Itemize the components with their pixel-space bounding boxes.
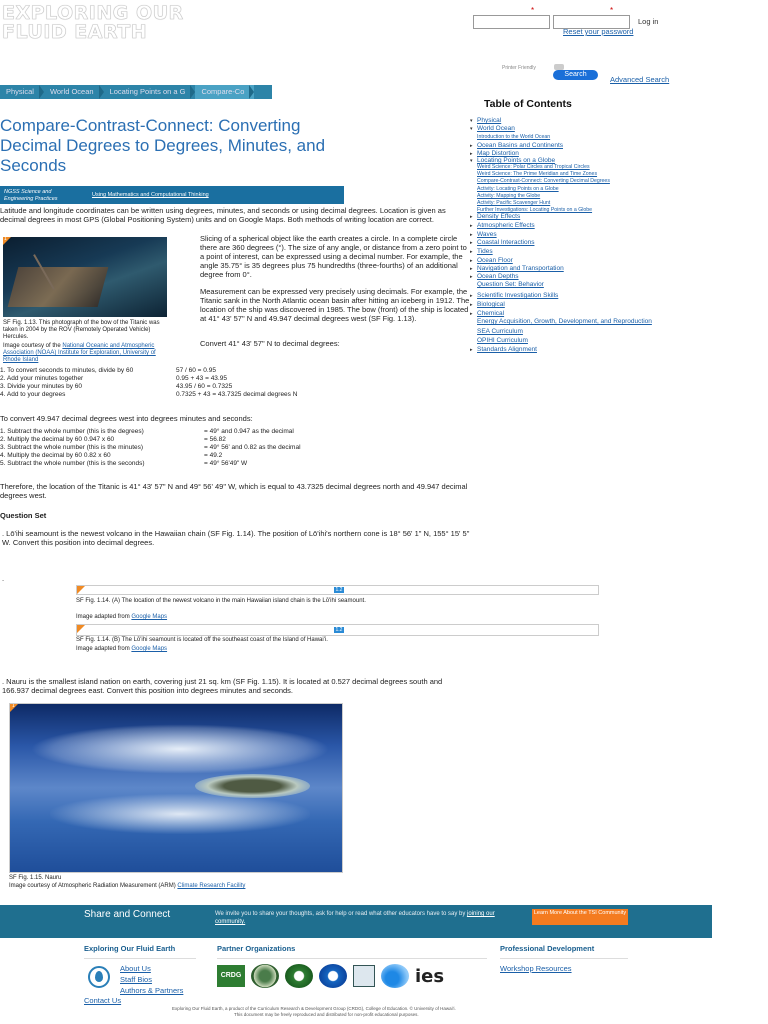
paragraph-titanic: Measurement can be expressed very precisely using decimals. For example, the Titanic sank in the North Atlantic ocean basin after hitting an iceberg in 1912. The location of the ship was discovered in 1985. The bow (front) of the ship is located at 41° 43' 57" N and 49.947 decimal degrees west (SF Fig. 1.13). [200,287,470,323]
toc-toggle-icon[interactable]: ▾ [470,158,473,164]
credit-prefix: Image courtesy of the [3,343,63,349]
toc-toggle-icon[interactable]: ▸ [470,347,473,353]
footer-col3-title: Professional Development [500,944,595,953]
toc-item-label: Physical [477,117,502,124]
figure-number: 1 [12,703,15,709]
printer-friendly-label: Printer Friendly [502,65,536,71]
toc-item-label: Compare-Contrast-Connect: Converting Decimal Degrees [477,178,610,184]
question-set-title: Question Set [0,511,47,520]
toc-item-label: Weird Science: Polar Circles and Tropical Circles [477,164,590,170]
google-maps-link[interactable]: Google Maps [131,614,168,620]
toc-item[interactable] [470,150,519,157]
toc-item-label: Ocean Depths [477,273,519,280]
toc-item[interactable] [477,200,550,206]
toc-item[interactable] [470,117,501,124]
toc-item-label: Ocean Floor [477,257,513,264]
toc-item[interactable] [470,310,504,317]
toc-item[interactable] [470,328,523,335]
share-text [215,910,495,926]
partner-box-logo[interactable] [353,965,375,987]
toc-toggle-icon[interactable]: ▸ [470,274,473,280]
copyright-line-2: This document may be freely reproduced and distributed for non-profit educational purposes. [234,1012,419,1017]
toc-item-label: Activity: Mapping the Globe [477,193,541,199]
fig115-credit [9,883,245,890]
figure-number-tag [77,625,85,633]
toc-item[interactable] [470,142,563,149]
convert2-prompt: To convert 49.947 decimal degrees west into degrees minutes and seconds: [0,414,253,423]
fig113-caption: SF Fig. 1.13. This photograph of the bow of the Titanic was taken in 2004 by the ROV (Remotely Operated Vehicle) Hercules. [3,320,160,340]
partner-seal-logo[interactable] [285,964,313,988]
toc-toggle-icon[interactable]: ▸ [470,302,473,308]
fig114a-panel[interactable] [76,585,599,595]
toc-toggle-icon[interactable]: ▸ [470,151,473,157]
figure-panel-label: 1.2 [335,627,343,633]
partner-wave-logo[interactable] [381,964,409,988]
toc-toggle-icon[interactable]: ▸ [470,293,473,299]
nauru-island [195,774,310,798]
step-row: 1. Subtract the whole number (this is the degrees) = 49° and 0.947 as the decimal [0,428,294,435]
toc-item[interactable] [470,281,544,288]
ngss-banner [0,186,344,204]
share-text-body: We invite you to share your thoughts, ask for help or read what other educators have to say by [215,911,468,917]
footer-col2-title: Partner Organizations [217,944,296,953]
toc-item[interactable] [470,231,497,238]
crdg-logo[interactable]: CRDG [217,965,245,987]
toc-item[interactable] [477,171,597,177]
toc-item[interactable] [470,273,519,280]
step-row: 2. Multiply the decimal by 60 0.947 x 60 = 56.82 [0,436,226,443]
search-button[interactable]: Search [553,70,598,80]
fig114a-caption: SF Fig. 1.14. (A) The location of the newest volcano in the main Hawaiian island chain is the Lō'ihi seamount. [76,598,366,604]
toc-toggle-icon[interactable]: ▾ [470,126,473,132]
footer-authors-partners[interactable]: Authors & Partners [120,986,184,995]
join-community-link[interactable]: joining our community. [215,911,495,925]
breadcrumb-physical[interactable]: Physical [0,85,44,99]
toc-toggle-icon[interactable]: ▾ [470,118,473,124]
toc-item[interactable] [470,239,534,246]
question-1: . Lō'ihi seamount is the newest volcano in the Hawaiian chain (SF Fig. 1.14). The position of Lō'ihi's northern cone is 18° 56' 1" N, 155° 15' 5" W. Convert this position into decimal degrees. [2,529,470,547]
toc-item-label: Navigation and Transportation [477,265,564,272]
copyright-line-1: Exploring Our Fluid Earth, a product of the Curriculum Research & Development Group (CRDG), College of Education. © University of Hawai'i. [172,1006,456,1011]
toc-item-label: Energy Acquisition, Growth, Development, and Reproduction [477,318,652,325]
partner-seal-logo[interactable] [251,964,279,988]
toc-item[interactable] [477,193,540,199]
logo-line-2: FLUID EARTH [2,21,148,43]
site-logo[interactable] [2,4,184,42]
ies-logo[interactable]: ies [415,965,445,987]
toc-toggle-icon[interactable]: ▸ [470,223,473,229]
toc-item-label: Chemical [477,310,505,317]
toc-item-label: OPIHI Curriculum [477,337,528,344]
step-row: 1. To convert seconds to minutes, divide by 60 57 / 60 = 0.95 [0,367,216,374]
toc-item-label: World Ocean [477,125,515,132]
advanced-search-link[interactable]: Advanced Search [610,75,670,84]
ngss-label: NGSS Science and Engineering Practices [4,189,58,202]
footer-contact-us[interactable]: Contact Us [84,996,122,1005]
credit-prefix: Image adapted from [76,614,132,620]
therefore-paragraph: Therefore, the location of the Titanic is 41° 43' 57" N and 49° 56' 49" W, which is equal to 43.7325 decimal degrees north and 49.947 decimal degrees west. [0,482,468,500]
toc-item[interactable] [470,346,537,353]
toc-item[interactable] [470,213,520,220]
toc-toggle-icon[interactable]: ▸ [470,249,473,255]
toc-item[interactable] [477,134,550,140]
ngss-practice-link[interactable]: Using Mathematics and Computational Thinking [92,192,209,198]
username-field[interactable] [473,15,550,29]
toc-item-label: Question Set: Behavior [477,281,544,288]
toc-item[interactable] [470,157,555,164]
step-row: 3. Subtract the whole number (this is the minutes) = 49° 56' and 0.82 as the decimal [0,444,301,451]
login-button[interactable]: Log in [638,17,659,26]
question-2: . Nauru is the smallest island nation on earth, covering just 21 sq. km (SF Fig. 1.15). It is located at 0.527 decimal degrees south and 166.937 decimal degrees east. Convert this position into degrees minutes and seconds. [2,677,443,695]
toc-toggle-icon[interactable]: ▸ [470,214,473,220]
share-title: Share and Connect [84,909,171,920]
toc-item-label: Tides [477,248,493,255]
toc-item[interactable] [477,164,590,170]
fig115-caption: SF Fig. 1.15. Nauru [9,875,62,881]
toc-item-label: Locating Points on a Globe [477,157,556,164]
toc-toggle-icon[interactable]: ▸ [470,311,473,317]
footer-workshop-resources[interactable]: Workshop Resources [500,964,572,973]
climate-research-facility-link[interactable]: Climate Research Facility [177,883,246,889]
toc-item[interactable] [470,318,652,325]
toc-item-label: Introduction to the World Ocean [477,134,551,140]
toc-item-label: Scientific Investigation Skills [477,292,559,299]
toc-toggle-icon[interactable]: ▸ [470,143,473,149]
toc-toggle-icon[interactable]: ▸ [470,232,473,238]
fig114b-caption: SF Fig. 1.14. (B) The Lō'ihi seamount is located off the southeast coast of the Island of Hawai'i. [76,637,328,643]
step-row: 5. Subtract the whole number (this is the seconds) = 49° 56'49" W [0,460,248,467]
toc-item[interactable] [477,186,559,192]
toc-item[interactable] [470,257,513,264]
titanic-bow-shape [8,267,109,307]
footer-about-us[interactable]: About Us [120,964,151,973]
toc-item-label: Map Distortion [477,150,519,157]
required-mark: * [610,6,614,15]
toc-item-label: SEA Curriculum [477,328,523,335]
figure-panel-label: 1.2 [335,587,343,593]
google-maps-link[interactable]: Google Maps [131,646,168,652]
toc-toggle-icon[interactable]: ▸ [470,266,473,272]
titanic-photo [3,237,167,317]
toc-item[interactable] [470,265,564,272]
breadcrumb [0,85,272,99]
toc-item-label: Waves [477,231,497,238]
step-row: 4. Add to your degrees 0.7325 + 43 = 43.7325 decimal degrees N [0,391,298,398]
noaa-logo[interactable] [319,964,347,988]
toc-item-label: Biological [477,301,505,308]
step-row: 2. Add your minutes together 0.95 + 43 = 43.95 [0,375,227,382]
page-title: Compare-Contrast-Connect: Converting Decimal Degrees to Degrees, Minutes, and Seconds [0,116,326,175]
cloud-layer [50,794,310,834]
convert-prompt: Convert 41° 43' 57" N to decimal degrees: [200,339,340,348]
toc-item[interactable] [470,125,515,132]
answer-marker: . [2,574,5,583]
toc-item[interactable] [470,248,493,255]
toc-title: Table of Contents [484,98,572,110]
reset-password-link[interactable]: Reset your password [563,27,634,36]
footer-col1-title: Exploring Our Fluid Earth [84,944,176,953]
toc-item-label: Density Effects [477,213,521,220]
partner-logos [217,964,444,988]
toc-item-label: Activity: Locating Points on a Globe [477,186,559,192]
breadcrumb-locating-points[interactable]: Locating Points on a G [104,85,196,99]
water-drop-icon [88,966,110,988]
fig114b-credit [76,646,167,653]
toc-item[interactable] [470,292,558,299]
figure-number-tag [77,586,85,594]
intro-paragraph: Latitude and longitude coordinates can be written using degrees, minutes, and seconds or using decimal degrees. Location is given as decimal degrees in most GPS (Global Positioning System) units and on Google Maps. Both methods of writing location are correct. [0,206,446,224]
step-row: 4. Multiply the decimal by 60 0.82 x 60 = 49.2 [0,452,223,459]
steps-list-2 [0,428,301,468]
toc-item[interactable] [470,337,528,344]
toc-item[interactable] [477,178,610,184]
nauru-photo [9,703,343,873]
toc-item-label: Further Investigations: Locating Points on a Globe [477,207,593,213]
fig113-credit [3,343,167,364]
paragraph-circle: Slicing of a spherical object like the earth creates a circle. In a complete circle there are 360 degrees (°). The size of any angle, or distance from a zero point to a point of interest, can be expressed using a decimal number. For example, the angle 35.75° is 35 degrees plus 75 hundredths (three-fourths) of an additional degree from 0°. [200,234,467,279]
toc-item-label: Weird Science: The Prime Meridian and Time Zones [477,171,598,177]
fig114b-panel[interactable] [76,624,599,636]
footer-staff-bios[interactable]: Staff Bios [120,975,152,984]
steps-list-1 [0,367,297,399]
toc-item-label: Activity: Pacific Scavenger Hunt [477,200,551,206]
toc-item-label: Coastal Interactions [477,239,535,246]
toc-item-label: Ocean Basins and Continents [477,142,563,149]
credit-prefix: Image adapted from [76,646,132,652]
credit-prefix: Image courtesy of Atmospheric Radiation Measurement (ARM) [9,883,178,889]
toc-item[interactable] [470,222,535,229]
toc-toggle-icon[interactable]: ▸ [470,240,473,246]
breadcrumb-current: Compare-Co [195,85,254,99]
step-row: 3. Divide your minutes by 60 43.95 / 60 = 0.7325 [0,383,233,390]
toc-item-label: Standards Alignment [477,346,537,353]
required-mark: * [531,6,535,15]
learn-more-button[interactable]: Learn More About the TSI Community [532,909,628,925]
toc-item-label: Atmospheric Effects [477,222,535,229]
noaa-link[interactable]: National Oceanic and Atmospheric Association (NOAA) Institute for Exploration, University of Rhode Island [3,343,156,363]
toc-toggle-icon[interactable]: ▸ [470,258,473,264]
cloud-layer [30,724,330,774]
fig114a-credit [76,614,167,621]
toc-item[interactable] [470,301,505,308]
logo-line-1: EXPLORING OUR [2,2,184,24]
figure-number: 1 [4,237,7,242]
breadcrumb-world-ocean[interactable]: World Ocean [44,85,104,99]
